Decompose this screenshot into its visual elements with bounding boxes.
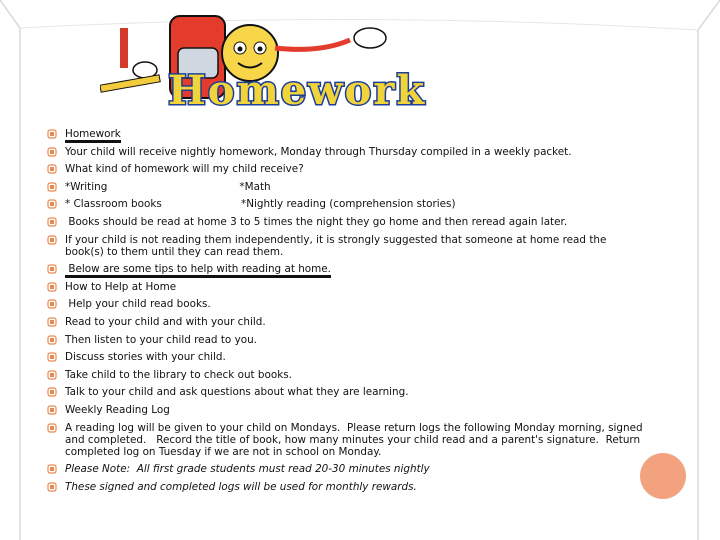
bullet-icon — [47, 370, 57, 380]
list-item-text: Below are some tips to help with reading at home. — [65, 263, 331, 278]
list-item-text: Help your child read books. — [65, 298, 211, 311]
list-item-text: Then listen to your child read to you. — [65, 333, 257, 346]
list-item — [47, 216, 647, 228]
list-item — [47, 316, 647, 328]
bullet-icon — [47, 282, 57, 292]
list-item-text: Talk to your child and ask questions about what they are learning. — [65, 386, 409, 399]
list-item — [47, 463, 647, 475]
list-item-text: Weekly Reading Log — [65, 403, 170, 416]
bullet-icon — [47, 423, 57, 433]
list-item-text: *Writing *Math — [65, 180, 271, 193]
list-item-text: Books should be read at home 3 to 5 times the night they go home and then reread again later. — [65, 215, 568, 228]
list-item — [47, 422, 647, 458]
bullet-icon — [47, 129, 57, 139]
bullet-icon — [47, 199, 57, 209]
list-item — [47, 198, 647, 210]
list-item-text: If your child is not reading them independently, it is strongly suggested that someone at home read the book(s) to them until they can read them. — [65, 233, 610, 258]
bullet-icon — [47, 235, 57, 245]
list-item — [47, 263, 647, 275]
list-item — [47, 481, 647, 493]
homework-title-art — [100, 8, 500, 108]
list-item-text: What kind of homework will my child receive? — [65, 163, 304, 176]
bullet-icon — [47, 217, 57, 227]
bullet-icon — [47, 387, 57, 397]
bullet-icon — [47, 164, 57, 174]
list-item-text: These signed and completed logs will be used for monthly rewards. — [65, 480, 417, 493]
bullet-icon — [47, 264, 57, 274]
list-item — [47, 281, 647, 293]
list-item-text: Your child will receive nightly homework, Monday through Thursday compiled in a weekly packet. — [65, 145, 572, 158]
list-item-text: * Classroom books *Nightly reading (comprehension stories) — [65, 198, 456, 211]
list-item — [47, 163, 647, 175]
list-item — [47, 146, 647, 158]
list-item-text: Discuss stories with your child. — [65, 351, 226, 364]
bullet-icon — [47, 317, 57, 327]
list-item-text: A reading log will be given to your child on Mondays. Please return logs the following Monday morning, signed and completed. Record the title of book, how many minutes your child read and a parent's signature. Return completed log on Tuesday if we are not in school on Monday. — [65, 421, 646, 458]
bullet-icon — [47, 405, 57, 415]
bullet-icon — [47, 147, 57, 157]
bullet-icon — [47, 299, 57, 309]
list-item — [47, 386, 647, 398]
list-item — [47, 404, 647, 416]
bullet-icon — [47, 335, 57, 345]
list-item-text: Homework — [65, 128, 121, 143]
list-item-text: Read to your child and with your child. — [65, 315, 266, 328]
bullet-icon — [47, 482, 57, 492]
list-item — [47, 369, 647, 381]
list-item — [47, 181, 647, 193]
list-item-text: How to Help at Home — [65, 280, 177, 293]
bullet-icon — [47, 352, 57, 362]
list-item-text: Take child to the library to check out books. — [65, 368, 292, 381]
bullet-icon — [47, 464, 57, 474]
list-item — [47, 298, 647, 310]
bullet-icon — [47, 182, 57, 192]
list-item — [47, 128, 647, 140]
list-item — [47, 234, 647, 258]
list-item — [47, 334, 647, 346]
list-item-text: Please Note: All first grade students must read 20-30 minutes nightly — [65, 463, 430, 476]
list-item — [47, 351, 647, 363]
bullet-list — [47, 128, 647, 498]
homework-title-text: Homework — [168, 67, 427, 108]
